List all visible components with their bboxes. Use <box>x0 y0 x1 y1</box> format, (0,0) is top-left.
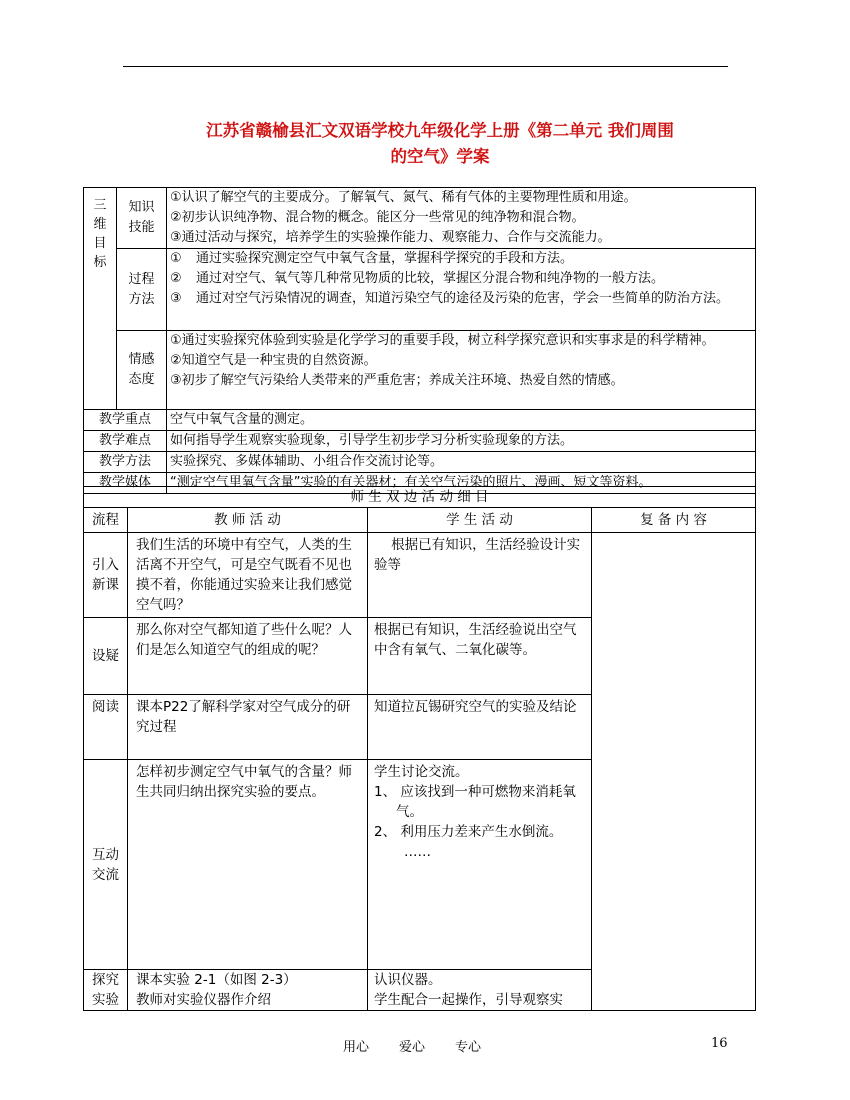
method-content: 实验探究、多媒体辅助、小组合作交流讨论等。 <box>167 452 756 473</box>
process-interaction: 互动交流 <box>84 760 128 970</box>
footer-motto: 用心 爱心 专心 <box>343 1040 482 1055</box>
difficulty-label: 教学难点 <box>84 431 167 452</box>
knowledge-skills-content: ①认识了解空气的主要成分。了解氧气、氮气、稀有气体的主要物理性质和用途。 ②初步认识纯净物、混合物的概念。能区分一些常见的纯净物和混合物。 ③通过活动与探究，培养学生的实验操作能力、观察能力、合作与交流能力。 <box>167 188 756 249</box>
key-point-label: 教学重点 <box>84 410 167 431</box>
difficulty-content: 如何指导学生观察实验现象，引导学生初步学习分析实验现象的方法。 <box>167 431 756 452</box>
col-review: 复 备 内 容 <box>592 508 756 533</box>
teacher-question: 那么你对空气都知道了些什么呢？人们是怎么知道空气的组成的呢？ <box>128 618 368 695</box>
student-reading: 知道拉瓦锡研究空气的实验及结论 <box>368 695 592 760</box>
student-interaction: 学生讨论交流。 1、 应该找到一种可燃物来消耗氧气。 2、 利用压力差来产生水倒流。 …… <box>368 760 592 970</box>
process-reading: 阅读 <box>84 695 128 760</box>
emotion-attitude-label: 情感态度 <box>117 331 167 410</box>
review-content[interactable] <box>592 533 756 1011</box>
teacher-experiment: 课本实验 2-1（如图 2-3） 教师对实验仪器作介绍 <box>128 970 368 1011</box>
media-label: 教学媒体 <box>84 473 167 494</box>
process-experiment: 探究实验 <box>84 970 128 1011</box>
three-dimension-goals-label: 三维目标 <box>84 188 117 410</box>
header-rule <box>123 66 728 67</box>
media-content: “测定空气里氧气含量”实验的有关器材；有关空气污染的照片、漫画、短文等资料。 <box>167 473 756 494</box>
col-student: 学 生 活 动 <box>368 508 592 533</box>
teacher-reading: 课本P22了解科学家对空气成分的研究过程 <box>128 695 368 760</box>
student-intro: 根据已有知识，生活经验设计实验等 <box>368 533 592 618</box>
activity-heading: 师 生 双 边 活 动 细 目 <box>84 487 756 508</box>
student-experiment: 认识仪器。 学生配合一起操作，引导观察实 <box>368 970 592 1011</box>
page-number: 16 <box>711 1036 728 1051</box>
emotion-attitude-content: ①通过实验探究体验到实验是化学学习的重要手段，树立科学探究意识和实事求是的科学精神。 ②知道空气是一种宝贵的自然资源。 ③初步了解空气污染给人类带来的严重危害；养成关注环境、热爱自然的情感。 <box>167 331 756 410</box>
student-question: 根据已有知识，生活经验说出空气中含有氧气、二氧化碳等。 <box>368 618 592 695</box>
key-point-content: 空气中氧气含量的测定。 <box>167 410 756 431</box>
goals-table <box>83 187 756 494</box>
process-intro: 引入新课 <box>84 533 128 618</box>
col-process: 流程 <box>84 508 128 533</box>
method-label: 教学方法 <box>84 452 167 473</box>
teacher-interaction: 怎样初步测定空气中氧气的含量？师生共同归纳出探究实验的要点。 <box>128 760 368 970</box>
process-method-content: ① 通过实验探究测定空气中氧气含量，掌握科学探究的手段和方法。 ② 通过对空气、氧气等几种常见物质的比较，掌握区分混合物和纯净物的一般方法。 ③ 通过对空气污染情况的调查，知道污染空气的途径及污染的危害，学会一些简单的防治方法。 <box>167 249 756 331</box>
page-title: 江苏省赣榆县汇文双语学校九年级化学上册《第二单元 我们周围 的空气》学案 <box>206 121 674 166</box>
process-question: 设疑 <box>84 618 128 695</box>
knowledge-skills-label: 知识技能 <box>117 188 167 249</box>
activity-table <box>83 486 756 1011</box>
process-method-label: 过程方法 <box>117 249 167 331</box>
col-teacher: 教 师 活 动 <box>128 508 368 533</box>
teacher-intro: 我们生活的环境中有空气，人类的生活离不开空气，可是空气既看不见也摸不着，你能通过实验来让我们感觉空气吗？ <box>128 533 368 618</box>
